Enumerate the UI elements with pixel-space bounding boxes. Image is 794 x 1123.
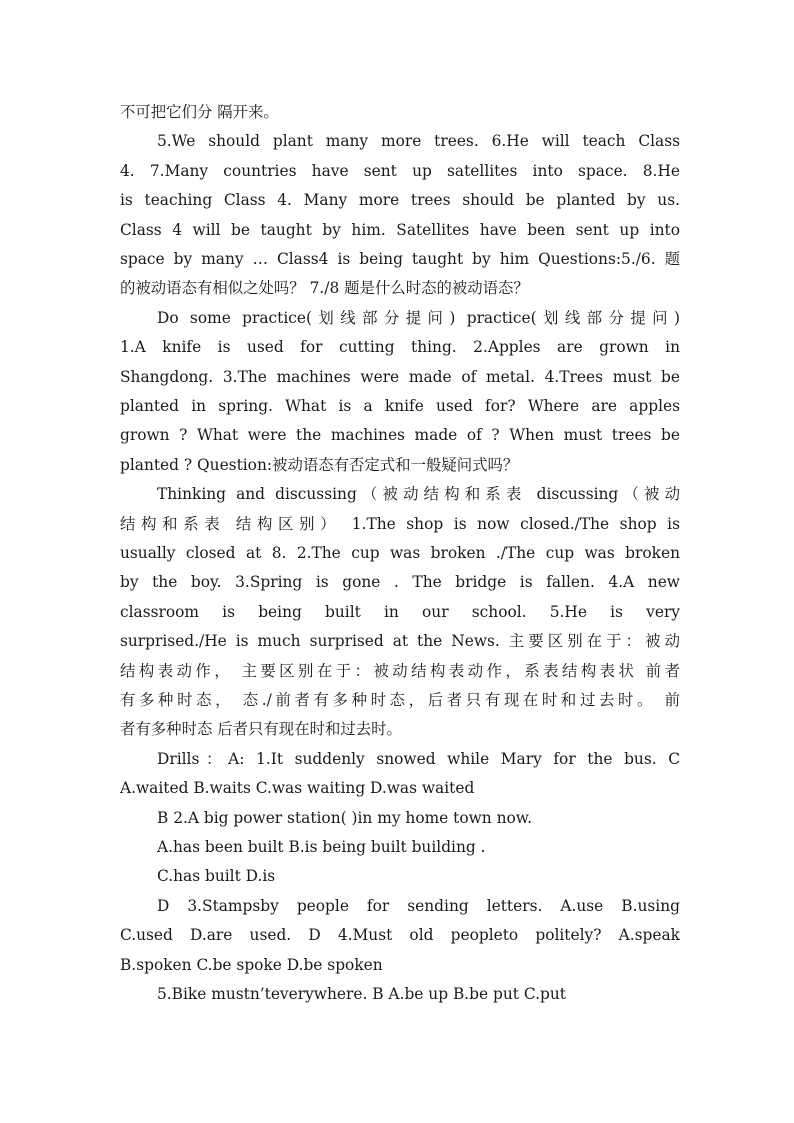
- text-line: 1.A knife is used for cutting thing. 2.Apples are grown in: [120, 338, 680, 357]
- text-line: 不可把它们分 隔开来。: [120, 103, 279, 121]
- text-line: 4. 7.Many countries have sent up satellites into space. 8.He: [120, 161, 680, 180]
- text-line: 结构和系表 结构区别） 1.The shop is now closed./The shop is: [120, 514, 680, 533]
- text-line: usually closed at 8. 2.The cup was broken ./The cup was broken: [120, 544, 680, 562]
- text-line: grown ? What were the machines made of ? When must trees be: [120, 426, 680, 445]
- text-line: by the boy. 3.Spring is gone . The bridge is fallen. 4.A new: [120, 573, 680, 592]
- text-line: surprised./He is much surprised at the News. 主要区别在于：被动: [120, 632, 680, 651]
- text-line: A.has been built B.is being built building .: [157, 838, 486, 856]
- text-line: Shangdong. 3.The machines were made of metal. 4.Trees must be: [120, 367, 680, 386]
- text-line: B.spoken C.be spoke D.be spoken: [120, 955, 383, 974]
- text-line: D 3.Stampsby people for sending letters. A.use B.using: [157, 896, 680, 915]
- text-line: 5.We should plant many more trees. 6.He will teach Class: [157, 132, 680, 151]
- text-line: B 2.A big power station( )in my home town now.: [157, 808, 533, 827]
- text-line: C.used D.are used. D 4.Must old peopleto politely? A.speak: [120, 926, 680, 945]
- text-line: A.waited B.waits C.was waiting D.was waited: [120, 779, 475, 798]
- text-line: Do some practice(划线部分提问) practice(划线部分提问): [157, 308, 680, 327]
- text-line: planted in spring. What is a knife used for? Where are apples: [120, 397, 680, 415]
- text-line: is teaching Class 4. Many more trees should be planted by us.: [120, 191, 680, 210]
- text-line: space by many … Class4 is being taught by him Questions:5./6. 题: [120, 250, 680, 268]
- text-line: 的被动语态有相似之处吗？ 7./8 题是什么时态的被动语态？: [120, 279, 529, 298]
- text-line: Class 4 will be taught by him. Satellites have been sent up into: [120, 220, 680, 239]
- text-line: Thinking and discussing（被动结构和系表 discussing（被动: [157, 485, 680, 504]
- text-line: Drills：A: 1.It suddenly snowed while Mary for the bus. C: [157, 749, 680, 768]
- text-line: classroom is being built in our school. 5.He is very: [120, 602, 680, 621]
- text-line: 5.Bike mustn’teverywhere. B A.be up B.be put C.put: [157, 985, 566, 1003]
- text-line: 者有多种时态 后者只有现在时和过去时。: [120, 720, 402, 739]
- text-line: 有多种时态， 态./前者有多种时态，后者只有现在时和过去时。 前: [120, 691, 680, 709]
- text-line: 结构表动作， 主要区别在于：被动结构表动作，系表结构表状 前者: [120, 661, 680, 680]
- text-line: planted ? Question:被动语态有否定式和一般疑问式吗？: [120, 455, 519, 474]
- text-line: C.has built D.is: [157, 867, 276, 886]
